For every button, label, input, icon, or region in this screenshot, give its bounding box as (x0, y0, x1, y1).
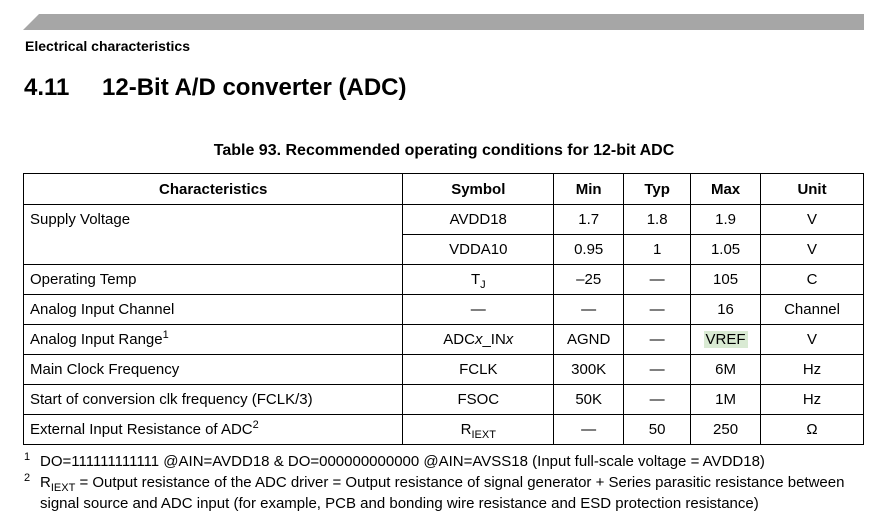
characteristic-cell: Analog Input Channel (24, 295, 403, 325)
typ-cell: — (624, 265, 691, 295)
header-bar-notch (23, 14, 39, 30)
typ-cell: 1 (624, 235, 691, 265)
characteristic-cell: Start of conversion clk frequency (FCLK/3) (24, 385, 403, 415)
header-bar (23, 14, 864, 30)
section-number: 4.11 (24, 74, 70, 101)
symbol-part: _IN (482, 331, 506, 348)
column-header: Max (691, 174, 761, 205)
highlighted-value: VREF (705, 331, 746, 348)
min-cell: 1.7 (554, 205, 624, 235)
footnote-symbol-subscript: IEXT (50, 482, 76, 494)
max-cell (691, 325, 761, 355)
footnote-2 (24, 473, 864, 513)
symbol-cell (403, 415, 554, 445)
table-row (24, 205, 864, 235)
characteristic-label: Analog Input Range (30, 331, 163, 348)
table-row (24, 355, 864, 385)
characteristic-cell: Operating Temp (24, 265, 403, 295)
symbol-cell: — (403, 295, 554, 325)
max-cell: 1M (691, 385, 761, 415)
max-cell: 6M (691, 355, 761, 385)
symbol-cell: VDDA10 (403, 235, 554, 265)
unit-cell: Ω (761, 415, 864, 445)
unit-cell: Hz (761, 385, 864, 415)
footnote-text: DO=111111111111 @AIN=AVDD18 & DO=000000000000 @AIN=AVSS18 (Input full-scale voltage = AVDD18) (40, 453, 765, 470)
typ-cell: 1.8 (624, 205, 691, 235)
min-cell: 300K (554, 355, 624, 385)
characteristic-cell (24, 325, 403, 355)
symbol-subscript: J (480, 279, 486, 291)
min-cell: –25 (554, 265, 624, 295)
symbol-cell: FCLK (403, 355, 554, 385)
max-cell: 250 (691, 415, 761, 445)
table-row (24, 325, 864, 355)
footnote-1 (24, 452, 864, 471)
unit-cell: V (761, 205, 864, 235)
typ-cell: 50 (624, 415, 691, 445)
table-row (24, 385, 864, 415)
characteristic-cell (24, 415, 403, 445)
symbol-main: R (460, 421, 472, 438)
table-row (24, 265, 864, 295)
symbol-cell: AVDD18 (403, 205, 554, 235)
unit-cell: V (761, 325, 864, 355)
typ-cell: — (624, 295, 691, 325)
typ-cell: — (624, 385, 691, 415)
unit-cell: C (761, 265, 864, 295)
symbol-main: T (470, 271, 481, 288)
symbol-part-italic: x (505, 331, 514, 348)
max-cell: 16 (691, 295, 761, 325)
symbol-cell (403, 265, 554, 295)
section-label: Electrical characteristics (25, 38, 190, 54)
column-header: Min (554, 174, 624, 205)
characteristic-cell: Supply Voltage (24, 205, 403, 265)
characteristic-label: External Input Resistance of ADC (30, 421, 253, 438)
footnote-ref: 2 (252, 419, 259, 431)
adc-conditions-table (23, 173, 864, 445)
column-header: Unit (761, 174, 864, 205)
footnote-text: = Output resistance of the ADC driver = Output resistance of signal generator + Series parasitic resistance between signal source and ADC input (for example, PCB and bonding wire resistance and ESD protection resistance) (40, 474, 845, 512)
table-row (24, 415, 864, 445)
section-title: 12-Bit A/D converter (ADC) (102, 74, 407, 101)
column-header: Typ (624, 174, 691, 205)
section-heading (24, 74, 407, 102)
min-cell: — (554, 415, 624, 445)
column-header: Symbol (403, 174, 554, 205)
symbol-part-italic: x (474, 331, 483, 348)
unit-cell: V (761, 235, 864, 265)
min-cell: — (554, 295, 624, 325)
footnote-mark: 1 (24, 451, 31, 463)
max-cell: 1.05 (691, 235, 761, 265)
typ-cell: — (624, 355, 691, 385)
footnotes (24, 452, 864, 515)
max-cell: 105 (691, 265, 761, 295)
unit-cell: Channel (761, 295, 864, 325)
characteristic-cell: Main Clock Frequency (24, 355, 403, 385)
max-cell: 1.9 (691, 205, 761, 235)
symbol-subscript: IEXT (471, 429, 496, 441)
table-header-row (24, 174, 864, 205)
min-cell: 50K (554, 385, 624, 415)
column-header: Characteristics (24, 174, 403, 205)
footnote-symbol: R (40, 474, 51, 491)
symbol-cell: FSOC (403, 385, 554, 415)
symbol-part: ADC (443, 331, 475, 348)
min-cell: AGND (554, 325, 624, 355)
footnote-mark: 2 (24, 472, 31, 484)
unit-cell: Hz (761, 355, 864, 385)
table-row (24, 295, 864, 325)
footnote-ref: 1 (162, 329, 169, 341)
table-caption: Table 93. Recommended operating conditions for 12-bit ADC (213, 142, 675, 159)
symbol-cell (403, 325, 554, 355)
min-cell: 0.95 (554, 235, 624, 265)
typ-cell: — (624, 325, 691, 355)
